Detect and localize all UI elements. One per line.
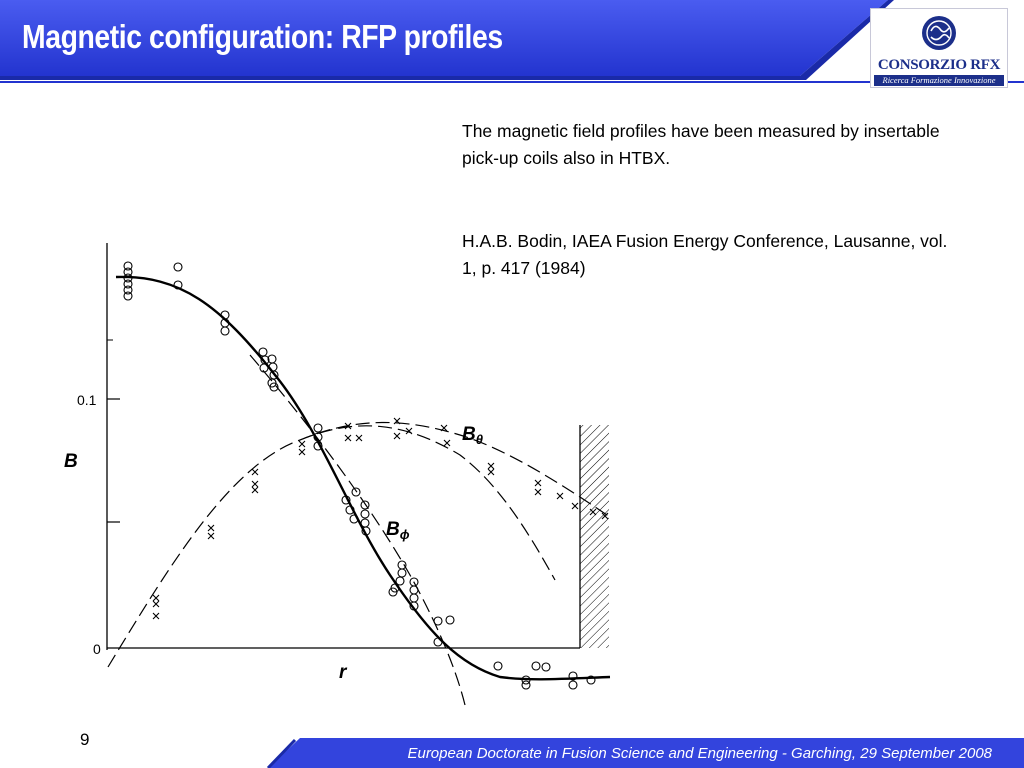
- b-phi-label: $B_\phi$: [386, 519, 410, 542]
- b-theta-label: $B_\theta$: [462, 424, 483, 447]
- b-theta-inner-dashed: [300, 426, 555, 580]
- b-theta-data-points: [153, 418, 608, 619]
- footer-bar: [0, 738, 1024, 768]
- reference-text: H.A.B. Bodin, IAEA Fusion Energy Conference, Lausanne, vol. 1, p. 417 (1984): [462, 231, 948, 278]
- title-bar: [0, 0, 1024, 90]
- y-tick-zero-label: 0: [93, 641, 101, 657]
- logo-name: CONSORZIO RFX: [877, 57, 1001, 73]
- consorzio-rfx-logo: [870, 8, 1008, 88]
- logo-emblem-icon: [871, 9, 1007, 57]
- b-phi-fit-curve: [116, 277, 610, 679]
- wall-hatch: [580, 425, 609, 648]
- y-tick-top-label: 0.1: [77, 392, 97, 408]
- y-axis-label: B: [64, 451, 78, 472]
- footer-text: European Doctorate in Fusion Science and Engineering - Garching, 29 September 2008: [407, 745, 992, 762]
- field-profile-plot: [60, 235, 620, 715]
- slide-title: Magnetic configuration: RFP profiles: [22, 18, 503, 55]
- logo-tagline: Ricerca Formazione Innovazione: [874, 75, 1004, 86]
- b-phi-tangent-dashed: [250, 355, 465, 705]
- x-axis-label: r: [339, 662, 347, 683]
- b-phi-data-points: [124, 262, 595, 689]
- page-number: 9: [80, 730, 90, 749]
- description-text: The magnetic field profiles have been measured by insertable pick-up coils also in HTBX.: [462, 121, 940, 168]
- field-profile-figure: [60, 235, 620, 715]
